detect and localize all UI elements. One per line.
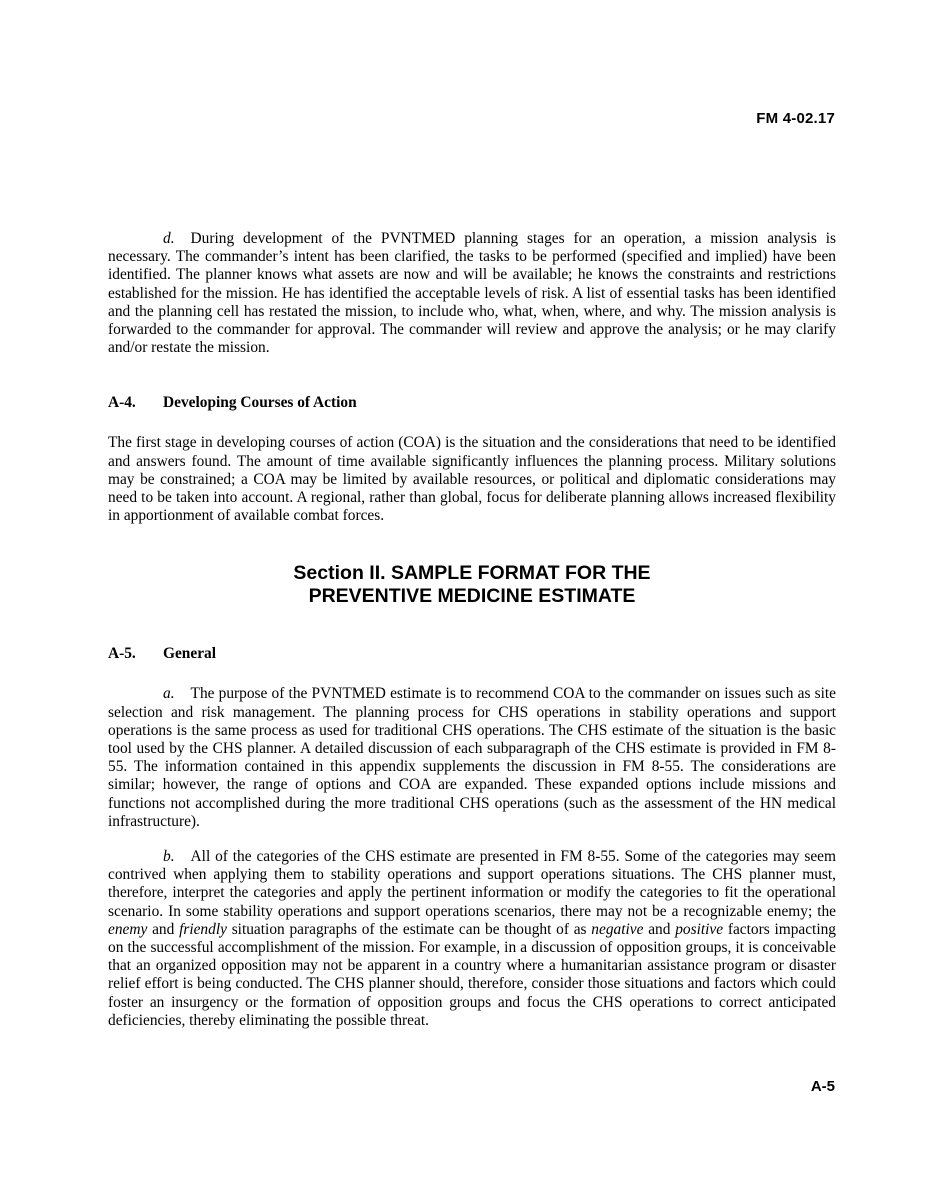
paragraph-a4: The first stage in developing courses of action (COA) is the situation and the considerations that need to be identified and answers found. The amount of time available significantly influences the planning process. Military solutions may be constrained; a COA may be limited by available resources, or political and diplomatic considerations may need to be taken into account. A regional, rather than global, focus for deliberate planning allows increased flexibility in apportionment of available combat forces. — [108, 434, 836, 525]
emphasis-positive: positive — [675, 920, 724, 938]
paragraph-a — [108, 685, 836, 831]
heading-a5 — [108, 645, 836, 663]
paragraph-letter: a. — [163, 685, 175, 703]
heading-number: A-5. — [108, 645, 136, 663]
page-number: A-5 — [810, 1078, 835, 1095]
paragraph-text-part: All of the categories of the CHS estimate are presented in FM 8-55. Some of the categories may seem contrived when applying them to stability operations and support operations situations. The CHS planner must, therefore, interpret the categories and apply the pertinent information or modify the categories to fit the operational scenario. In some stability operations and support operations scenarios, there may not be a recognizable enemy; the — [108, 848, 836, 920]
emphasis-friendly: friendly — [179, 920, 227, 938]
emphasis-enemy: enemy — [108, 920, 148, 938]
paragraph-b — [108, 848, 836, 1030]
paragraph-text-part: factors impacting on the successful accomplishment of the mission. For example, in a discussion of opposition groups, it is conceivable that an organized opposition may not be apparent in a country where a humanitarian assistance program or disaster relief effort is being conducted. The CHS planner should, therefore, consider those situations and factors which could foster an insurgency or the formation of opposition groups and focus the CHS operations to correct anticipated deficiencies, thereby eliminating the possible threat. — [108, 920, 837, 1029]
heading-number: A-4. — [108, 394, 136, 412]
heading-a4 — [108, 394, 836, 412]
paragraph-text: The purpose of the PVNTMED estimate is to recommend COA to the commander on issues such as site selection and risk management. The planning process for CHS operations in stability operations and support operations is the same process as used for traditional CHS operations. The CHS estimate of the situation is the basic tool used by the CHS planner. A detailed discussion of each subparagraph of the CHS estimate is provided in FM 8-55. The information contained in this appendix supplements the discussion in FM 8-55. The considerations are similar; however, the range of options and COA are expanded. These expanded options include missions and functions not accomplished during the more traditional CHS operations (such as the assessment of the HN medical infrastructure). — [108, 685, 836, 830]
paragraph-d — [108, 230, 836, 357]
paragraph-letter: b. — [163, 848, 175, 866]
paragraph-letter: d. — [163, 230, 175, 247]
heading-title: Developing Courses of Action — [163, 394, 357, 412]
page-body — [108, 230, 836, 1030]
emphasis-negative: negative — [591, 920, 644, 938]
document-code: FM 4-02.17 — [756, 110, 835, 127]
paragraph-text-part: and — [147, 920, 180, 938]
section-title-line-2: PREVENTIVE MEDICINE ESTIMATE — [308, 585, 636, 608]
paragraph-text: During development of the PVNTMED planning stages for an operation, a mission analysis is necessary. The commander’s intent has been clarified, the tasks to be performed (specified and implied) have been identified. The planner knows what assets are now and will be available; he knows the constraints and restrictions established for the mission. He has identified the acceptable levels of risk. A list of essential tasks has been identified and the planning cell has restated the mission, to include who, what, when, where, and why. The mission analysis is forwarded to the commander for approval. The commander will review and approve the analysis; or he may clarify and/or restate the mission. — [108, 230, 836, 357]
paragraph-text-part: situation paragraphs of the estimate can be thought of as — [226, 920, 592, 938]
paragraph-text-part: and — [643, 920, 676, 938]
section-title-line-1: Section II. SAMPLE FORMAT FOR THE — [293, 562, 651, 585]
heading-title: General — [163, 645, 216, 663]
section-title — [108, 562, 836, 608]
